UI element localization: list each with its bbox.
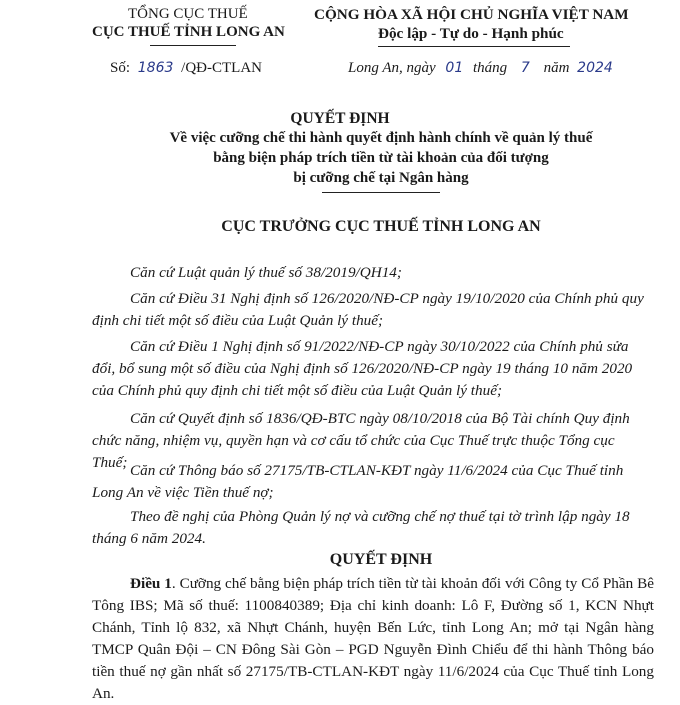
agency-line1: TỔNG CỤC THUẾ [128, 6, 248, 22]
number-handwritten: 1863 [137, 60, 174, 76]
date-year: 2024 [577, 60, 613, 76]
title-sub-line1: Về việc cưỡng chế thi hành quyết định hành chính về quản lý thuế [169, 130, 593, 146]
title-sub-line2: bằng biện pháp trích tiền từ tài khoản của đối tượng [213, 150, 549, 166]
date-year-label: năm [543, 60, 570, 76]
decision-heading: QUYẾT ĐỊNH [329, 551, 433, 568]
article-1-text: . Cưỡng chế bằng biện pháp trích tiền từ tài khoản đối với Công ty Cổ Phần Bê Tông IBS; Mã số thuế: 1100840389; Địa chỉ kinh doanh: Lô F, Đường số 1, KCN Nhựt Chánh, Tỉnh lộ 832, xã Nhựt Chánh, huyện Bến Lức, tỉnh Long An; mở tại Ngân hàng TMCP Quân Đội – CN Đông Sài Gòn – PGD Nguyễn Đình Chiểu để thi hành Thông báo tiền thuế nợ gần nhất số 27175/TB-CTLAN-KĐT ngày 11/6/2024 của Cục Thuế tỉnh Long An. [92, 575, 655, 702]
date-prefix: Long An, ngày [348, 60, 436, 76]
number-prefix: Số: [110, 60, 131, 76]
date-month: 7 [520, 60, 530, 76]
authority-heading: CỤC TRƯỞNG CỤC THUẾ TỈNH LONG AN [221, 218, 541, 235]
basis-item: Căn cứ Điều 31 Nghị định số 126/2020/NĐ-CP ngày 19/10/2020 của Chính phủ quy định chi tiết một số điều của Luật Quản lý thuế; [92, 290, 644, 329]
basis-item: Căn cứ Quyết định số 1836/QĐ-BTC ngày 08/10/2018 của Bộ Tài chính Quy định chức năng, nhiệm vụ, quyền hạn và cơ cấu tổ chức của Cục Thuế trực thuộc Tổng cục Thuế; [92, 410, 630, 471]
basis-item: Căn cứ Thông báo số 27175/TB-CTLAN-KĐT ngày 11/6/2024 của Cục Thuế tỉnh Long An về việc Tiền thuế nợ; [92, 462, 624, 501]
date-month-label: tháng [472, 60, 508, 76]
article-1 [92, 573, 654, 705]
basis-item: Theo đề nghị của Phòng Quản lý nợ và cưỡng chế nợ thuế tại tờ trình lập ngày 18 tháng 6 năm 2024. [92, 508, 630, 547]
agency-underline [150, 45, 236, 46]
document-date [348, 60, 613, 77]
article-1-label: Điều 1 [130, 575, 172, 592]
agency-line2: CỤC THUẾ TỈNH LONG AN [92, 24, 285, 40]
title-underline [322, 192, 440, 193]
motto-underline [378, 46, 570, 47]
basis-item: Căn cứ Luật quản lý thuế số 38/2019/QH14; [130, 264, 402, 281]
title-sub-line3: bị cưỡng chế tại Ngân hàng [293, 170, 469, 186]
title-main: QUYẾT ĐỊNH [290, 110, 390, 127]
number-suffix: /QĐ-CTLAN [181, 60, 262, 76]
nation-line2: Độc lập - Tự do - Hạnh phúc [378, 25, 564, 42]
basis-item: Căn cứ Điều 1 Nghị định số 91/2022/NĐ-CP ngày 30/10/2022 của Chính phủ sửa đổi, bổ sung một số điều của Nghị định số 126/2020/NĐ-CP ngày 19 tháng 10 năm 2020 của Chính phủ quy định chi tiết một số điều của Luật Quản lý thuế; [92, 338, 633, 399]
document-number [110, 60, 262, 77]
date-day: 01 [445, 60, 464, 76]
nation-line1: CỘNG HÒA XÃ HỘI CHỦ NGHĨA VIỆT NAM [314, 6, 629, 23]
